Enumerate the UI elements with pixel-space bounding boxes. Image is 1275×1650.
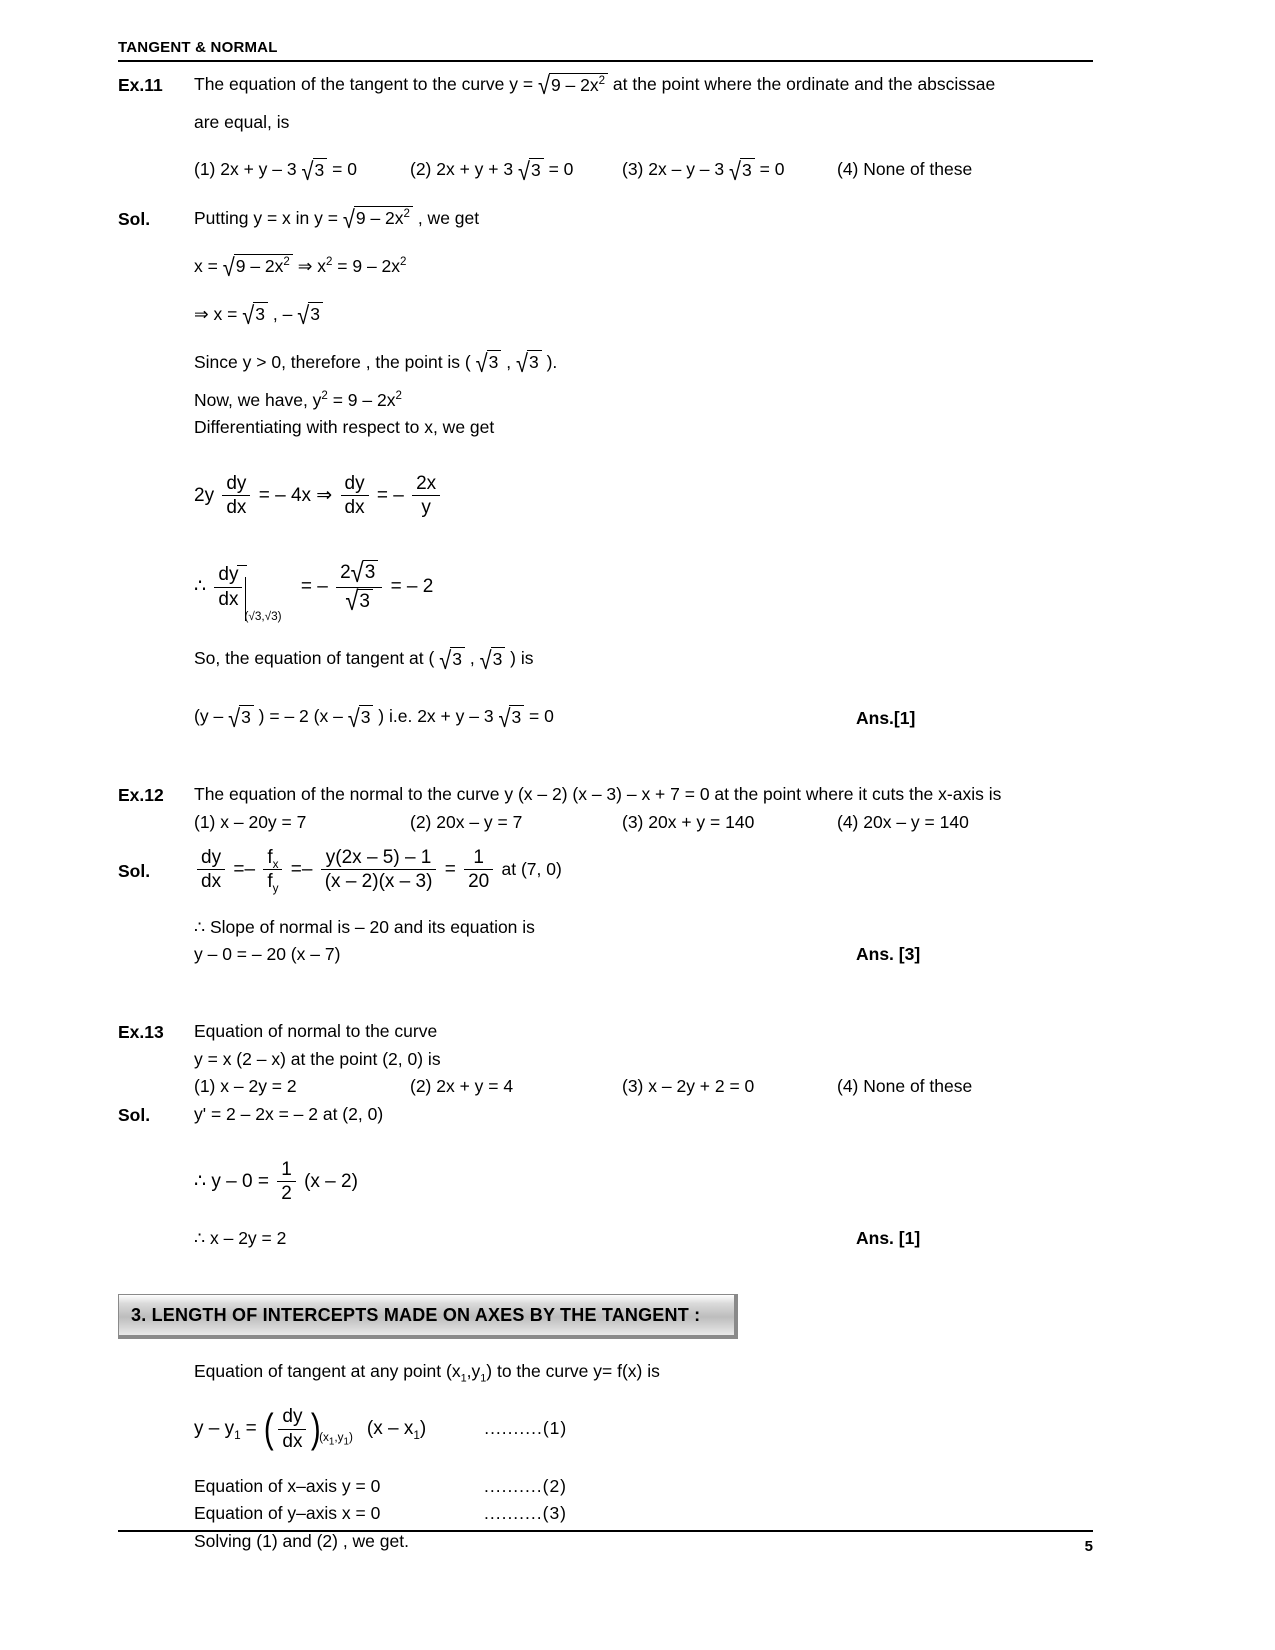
- ex13-options: [194, 1074, 1103, 1099]
- ex12-options: [194, 810, 1103, 835]
- ex11-sol-line-6: Differentiating with respect to x, we get: [194, 417, 495, 438]
- section3-intro-line: Equation of tangent at any point $(x_1,y_1)$ to the curve y= f(x) is: [194, 1360, 660, 1385]
- ex12-eq-1: =–: [233, 858, 256, 880]
- formula-reference-1: ..........(1): [484, 1418, 568, 1439]
- ex11-sol-line-7: So, the equation of tangent at ( √3 , √3 ) is: [194, 645, 534, 675]
- ex12-question-text: The equation of the normal to the curve y (x – 2) (x – 3) – x + 7 = 0 at the point where it cuts the x-axis is: [194, 784, 1002, 805]
- ex12-frac-dydx: $\frac{dy}{dx}$: [197, 847, 225, 893]
- ex13-sol-line-3: ∴ x – 2y = 2 Ans. [1]: [194, 1226, 1103, 1251]
- ex11-question-line-1: [194, 71, 1103, 101]
- formula-rhs: $(x - x_1)$: [366, 1418, 427, 1443]
- ex11-derivative-evaluated: [194, 557, 1103, 624]
- ex11-s3-sqrt-b: √3: [297, 302, 323, 327]
- example-11-solution: [118, 206, 1103, 733]
- left-paren-glyph: (: [263, 1405, 274, 1452]
- ex12-equation-line: y – 0 = – 20 (x – 7) Ans. [3]: [194, 942, 1103, 967]
- header-divider: [118, 60, 1093, 62]
- ex12-option-4[interactable]: (4) 20x – y = 140: [837, 811, 969, 832]
- ex11-eval-value-frac: $\frac{2√3}{√3}$: [336, 560, 382, 614]
- ex13-question-line-1: Equation of normal to the curve: [194, 1021, 438, 1042]
- ex11-therefore-symbol: ∴: [194, 576, 207, 598]
- header-title: TANGENT & NORMAL: [118, 39, 278, 56]
- ex13-sol-line-1: y' = 2 – 2x = – 2 at (2, 0): [194, 1103, 384, 1124]
- ex13-sol2-suffix: (x – 2): [304, 1170, 358, 1192]
- ex12-sol-label: Sol.: [118, 860, 151, 881]
- ex11-s2-sqrt: $√9 - 2x^2$: [223, 254, 293, 279]
- page-header: [118, 40, 1093, 62]
- ex11-opt2-sqrt: √3: [518, 158, 544, 183]
- ex11-eval-subscript: (√3,√3): [244, 610, 282, 624]
- section-3-heading: 3. LENGTH OF INTERCEPTS MADE ON AXES BY THE TANGENT :: [118, 1294, 738, 1339]
- ex12-at-point: at (7, 0): [501, 858, 562, 879]
- ex11-eval-result: = – 2: [390, 576, 434, 598]
- example-12-question: [118, 782, 1103, 837]
- ex11-q-radicand: 9 – 2x: [550, 74, 599, 95]
- ex11-sol-line-8: (y – √3 ) = – 2 (x – √3 ) i.e. 2x + y – 3 √3 = 0 Ans.[1]: [194, 703, 916, 733]
- ex13-option-2[interactable]: (2) 2x + y = 4: [410, 1076, 514, 1097]
- ex13-sol2-prefix: ∴ y – 0 =: [194, 1170, 269, 1192]
- reference-3: ..........(3): [484, 1503, 568, 1524]
- ex12-option-1[interactable]: (1) x – 20y = 7: [194, 811, 307, 832]
- ex11-eval-frac: $\frac{dy}{dx}$: [214, 564, 242, 610]
- ex11-deriv-frac-1: $\frac{dy}{dx}$: [222, 473, 250, 519]
- ex13-frac-half: $\frac{1}{2}$: [277, 1159, 296, 1205]
- ex11-s1-sqrt: $√9 - 2x^2$: [343, 206, 413, 231]
- example-12-label: Ex.12: [118, 785, 164, 806]
- ex13-sol-line-2: [194, 1159, 1103, 1205]
- ex11-s3-sqrt-a: √3: [242, 302, 268, 327]
- ex12-conclusion: [194, 915, 1103, 968]
- example-12-solution: [118, 847, 1103, 895]
- ex11-eval-bracket: [245, 577, 246, 598]
- example-13-solution: [118, 1102, 1103, 1254]
- ex11-s4-sqrt-a: √3: [476, 350, 502, 375]
- ex12-frac-expression: $\frac{y(2x - 5) - 1}{(x - 2)(x - 3)}$: [321, 847, 437, 893]
- section3-solving-line: Solving (1) and (2) , we get.: [194, 1530, 409, 1551]
- formula-lhs: y – $y_1$: [194, 1418, 241, 1443]
- ex11-s4-sqrt-b: √3: [516, 350, 542, 375]
- ex11-s8-sqrt-b: √3: [348, 705, 374, 730]
- ex12-frac-one-twentieth: $\frac{1}{20}$: [464, 847, 493, 893]
- page-number: 5: [1084, 1538, 1093, 1555]
- ex11-q-text-part1: The equation of the tangent to the curve y =: [194, 74, 534, 94]
- ex11-eval-eq: = –: [300, 576, 328, 598]
- ex13-option-1[interactable]: (1) x – 2y = 2: [194, 1076, 297, 1097]
- ex11-derivative-equation: [194, 473, 1103, 519]
- right-paren-glyph: ): [311, 1405, 322, 1452]
- ex12-eq-3: =: [444, 858, 456, 880]
- example-13-label: Ex.13: [118, 1022, 164, 1043]
- ex11-deriv-frac-3: $\frac{2x}{y}$: [412, 473, 440, 519]
- page-content: [118, 72, 1103, 1556]
- ex11-opt1-sqrt: √3: [302, 158, 328, 183]
- ex11-sol-line-3: ⇒ x = √3 , – √3: [194, 302, 1103, 328]
- section3-x-axis-line: [194, 1474, 1103, 1499]
- ex11-q-sqrt: $√9 - 2x^2$: [538, 73, 608, 98]
- ex11-sol-line-5: Now, we have, $y^2 = 9 - 2x^2$: [194, 389, 402, 410]
- ex11-s8-sqrt-a: √3: [228, 705, 254, 730]
- ex11-answer: Ans.[1]: [856, 708, 916, 729]
- ex11-s8-sqrt-c: √3: [498, 705, 524, 730]
- ex11-option-2[interactable]: (2) 2x + y + 3 √3 = 0: [410, 156, 574, 186]
- ex12-answer: Ans. [3]: [856, 944, 921, 964]
- ex13-question-line-2: y = x (2 – x) at the point (2, 0) is: [194, 1048, 441, 1069]
- section3-tangent-formula: [194, 1406, 1103, 1452]
- ex12-derivation: [194, 847, 1103, 896]
- ex11-option-1[interactable]: (1) 2x + y – 3 √3 = 0: [194, 156, 357, 186]
- section-3-body: [194, 1359, 1103, 1554]
- formula-eval-subscript: $(x_1,y_1)$: [319, 1430, 353, 1448]
- reference-2: ..........(2): [484, 1475, 568, 1496]
- ex11-options: [194, 156, 1103, 186]
- ex13-option-4[interactable]: (4) None of these: [837, 1076, 973, 1097]
- example-11-question: [118, 72, 1103, 186]
- ex12-eq-2: =–: [290, 858, 313, 880]
- ex12-slope-line: ∴ Slope of normal is – 20 and its equation is: [194, 916, 535, 937]
- ex11-sol-line-1: Putting y = x in $y = √9 - 2x^2$ , we get: [194, 204, 480, 234]
- ex11-question-line-2: are equal, is: [194, 112, 290, 133]
- ex12-frac-fx-fy: $\frac{f_x}{f_y}$: [263, 847, 282, 893]
- ex11-sol-line-2: $x = √9 - 2x^2$ ⇒ $x^2 = 9 - 2x^2$: [194, 252, 407, 282]
- ex13-option-3[interactable]: (3) x – 2y + 2 = 0: [622, 1076, 755, 1097]
- ex11-s7-sqrt-a: √3: [439, 647, 465, 672]
- ex11-sol-label: Sol.: [118, 208, 151, 229]
- x-axis-equation: Equation of x–axis y = 0: [194, 1475, 381, 1496]
- ex11-option-4[interactable]: (4) None of these: [837, 159, 973, 180]
- ex11-option-3[interactable]: (3) 2x – y – 3 √3 = 0: [622, 156, 785, 186]
- ex11-s7-sqrt-b: √3: [480, 647, 506, 672]
- ex11-deriv-eq: = –: [376, 484, 404, 506]
- ex11-q-radicand-exp: 2: [598, 74, 606, 87]
- section3-y-axis-line: [194, 1501, 1103, 1526]
- ex11-deriv-lead: 2y: [194, 484, 215, 506]
- formula-frac-dydx: $\frac{dy}{dx}$: [278, 1406, 306, 1452]
- page-footer: [118, 1530, 1093, 1555]
- ex13-sol-label: Sol.: [118, 1104, 151, 1125]
- formula-equals: =: [245, 1418, 257, 1440]
- ex13-answer: Ans. [1]: [856, 1228, 921, 1249]
- ex11-opt3-sqrt: √3: [729, 158, 755, 183]
- y-axis-equation: Equation of y–axis x = 0: [194, 1503, 381, 1524]
- ex11-sol-line-4: Since y > 0, therefore , the point is ( √3 , √3 ).: [194, 349, 558, 378]
- ex11-deriv-frac-2: $\frac{dy}{dx}$: [341, 473, 369, 519]
- ex11-q-text-part2: at the point where the ordinate and the abscissae: [612, 74, 996, 94]
- ex12-option-2[interactable]: (2) 20x – y = 7: [410, 811, 523, 832]
- example-11-label: Ex.11: [118, 75, 163, 95]
- example-13-question: [118, 1019, 1103, 1101]
- ex12-option-3[interactable]: (3) 20x + y = 140: [622, 811, 755, 832]
- ex11-deriv-mid: = – 4x ⇒: [258, 484, 333, 506]
